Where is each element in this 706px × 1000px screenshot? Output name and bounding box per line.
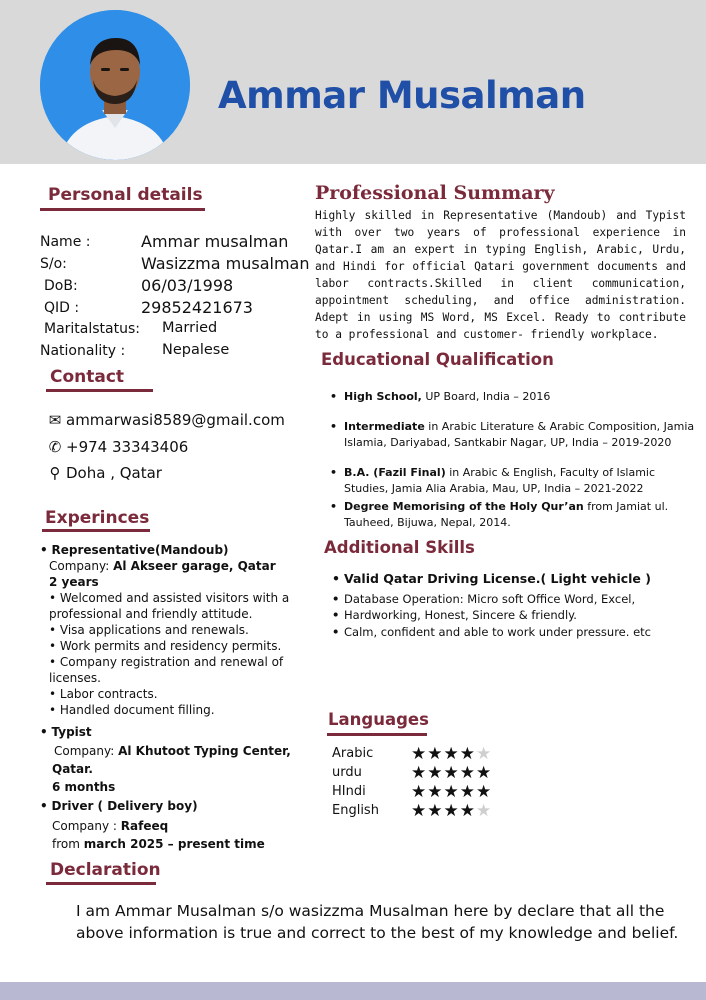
personal-details-heading: Personal details [48,185,203,205]
language-name: urdu [332,765,362,780]
star-filled-icon: ★ [459,782,476,802]
bullet-dot-icon: • [332,592,340,606]
star-filled-icon: ★ [443,801,460,821]
job1-duty: professional and friendly attitude. [49,607,253,621]
contact-underline [46,389,153,392]
language-name: HIndi [332,784,366,799]
bullet-dot-icon: • [330,420,338,433]
contact-email-row[interactable] [46,411,285,429]
declaration-text: I am Ammar Musalman s/o wasizzma Musalman here by declare that all the above information is true and correct to the best of my knowledge and belief. [76,902,679,942]
star-filled-icon: ★ [427,801,444,821]
dob-label: DoB: [44,278,78,294]
summary-text: Highly skilled in Representative (Mandoub) and Typist with over two years of professional experience in Qatar.I am an expert in typing English, Arabic, Urdu, and Hindi for official Qatari government documents and labor contracts.Skilled in client communication, appointment scheduling, and office administration. Adept in using MS Word, MS Excel. Ready to contribute to a professional and customer- friendly workplace. [315,209,686,341]
job3-period-row [52,836,265,852]
person-portrait-icon [40,10,190,160]
language-rating [411,783,492,801]
language-rating [411,745,492,763]
skill-item: • Hardworking, Honest, Sincere & friendly. [332,608,577,622]
education-heading: Educational Qualification [321,350,554,369]
job2-company: Al Khutoot Typing Center, [118,744,291,758]
star-filled-icon: ★ [459,801,476,821]
bullet-dot-icon: • [330,500,338,513]
job1-title: Representative(Mandoub) [51,543,229,557]
job1-company: Al Akseer garage, Qatar [113,559,276,573]
star-filled-icon: ★ [476,763,493,783]
experiences-heading: Experinces [45,508,150,528]
job3-title: Driver ( Delivery boy) [51,799,198,813]
qid-label: QID : [44,300,80,316]
job1-duty: • Company registration and renewal of [49,655,284,669]
star-empty-icon: ★ [476,744,493,764]
bullet-dot-icon: • [40,799,48,813]
star-filled-icon: ★ [476,782,493,802]
bullet-dot-icon: • [40,725,48,739]
language-name: Arabic [332,746,374,761]
language-rating [411,764,492,782]
contact-email[interactable]: ammarwasi8589@gmail.com [66,411,285,429]
languages-underline [327,733,427,736]
education-item: • B.A. (Fazil Final) in Arabic & English, Faculty of Islamic Studies, Jamia Alia Arabia, Mau, UP, India – 2021-2022 [330,466,656,495]
job1-duty: • Handled document filling. [49,703,215,717]
star-empty-icon: ★ [476,801,493,821]
job3-period: march 2025 – present time [83,837,265,851]
star-filled-icon: ★ [427,763,444,783]
star-filled-icon: ★ [459,744,476,764]
nationality-label: Nationality : [40,343,126,359]
job3-from-label: from [52,837,84,851]
marital-value: Married [162,320,218,336]
nationality-value: Nepalese [162,342,230,358]
location-pin-icon: ⚲ [49,464,61,482]
skill-item: • Database Operation: Micro soft Office Word, Excel, [332,592,636,606]
bullet-dot-icon: • [332,608,340,622]
job1-duty: • Labor contracts. [49,687,158,701]
job3-company: Rafeeq [120,819,169,833]
education-item: • Degree Memorising of the Holy Qur’an from Jamiat ul. Tauheed, Bijuwa, Nepal, 2014. [330,500,669,529]
star-filled-icon: ★ [443,744,460,764]
education-item: • Intermediate in Arabic Literature & Arabic Composition, Jamia Islamia, Dariyabad, Santkabir Nagar, UP, India – 2019-2020 [330,420,695,449]
job1-duty: • Visa applications and renewals. [49,623,249,637]
star-filled-icon: ★ [427,744,444,764]
star-filled-icon: ★ [411,763,428,783]
father-value: Wasizzma musalman [141,254,310,273]
name-label: Name : [40,234,91,250]
dob-value: 06/03/1998 [141,276,234,295]
language-rating [411,802,492,820]
bullet-dot-icon: • [332,625,340,639]
marital-label: Maritalstatus: [44,321,140,337]
contact-location: Doha , Qatar [66,464,162,482]
experiences-underline [42,529,150,532]
skill-item: • Calm, confident and able to work under pressure. etc [332,625,651,639]
bullet-dot-icon: • [330,390,338,403]
job2-title: Typist [51,725,92,739]
job1-company-row [49,558,276,574]
star-filled-icon: ★ [427,782,444,802]
star-filled-icon: ★ [411,782,428,802]
job1-duty: • Welcomed and assisted visitors with a [49,591,290,605]
star-filled-icon: ★ [411,744,428,764]
name-value: Ammar musalman [141,232,289,251]
job1-title-row [40,542,229,558]
star-filled-icon: ★ [443,763,460,783]
declaration-heading: Declaration [50,860,161,880]
bullet-dot-icon: • [332,571,340,586]
job2-duration: 6 months [52,780,116,794]
job3-title-row [40,798,198,814]
star-filled-icon: ★ [411,801,428,821]
job1-duration: 2 years [49,575,99,589]
languages-heading: Languages [328,710,429,729]
job2-title-row [40,724,92,740]
star-filled-icon: ★ [443,782,460,802]
job2-company-row [54,743,291,759]
contact-location-row [46,464,162,482]
skills-heading: Additional Skills [324,538,475,557]
skill-item: • Valid Qatar Driving License.( Light vehicle ) [332,571,651,586]
personal-details-underline [40,208,205,211]
bullet-dot-icon: • [330,466,338,479]
language-name: English [332,803,379,818]
education-item: • High School, UP Board, India – 2016 [330,390,551,403]
job1-duty: • Work permits and residency permits. [49,639,282,653]
profile-photo [40,10,190,160]
job1-duty: licenses. [49,671,101,685]
job3-company-row [52,818,168,834]
contact-phone-row[interactable] [46,438,188,456]
footer-bar [0,982,706,1000]
summary-heading: Professional Summary [315,182,555,204]
phone-icon: ✆ [48,438,62,456]
declaration-underline [46,882,156,885]
bullet-dot-icon: • [40,543,48,557]
contact-phone[interactable]: +974 33343406 [66,438,189,456]
father-label: S/o: [40,256,67,272]
star-filled-icon: ★ [459,763,476,783]
qid-value: 29852421673 [141,298,253,317]
job3-company-label: Company : [52,819,121,833]
job2-company-label: Company: [54,744,119,758]
envelope-icon: ✉ [48,411,62,429]
job1-company-label: Company: [49,559,114,573]
candidate-name: Ammar Musalman [218,74,586,117]
job2-company-line2: Qatar. [52,762,93,776]
contact-heading: Contact [50,367,125,387]
